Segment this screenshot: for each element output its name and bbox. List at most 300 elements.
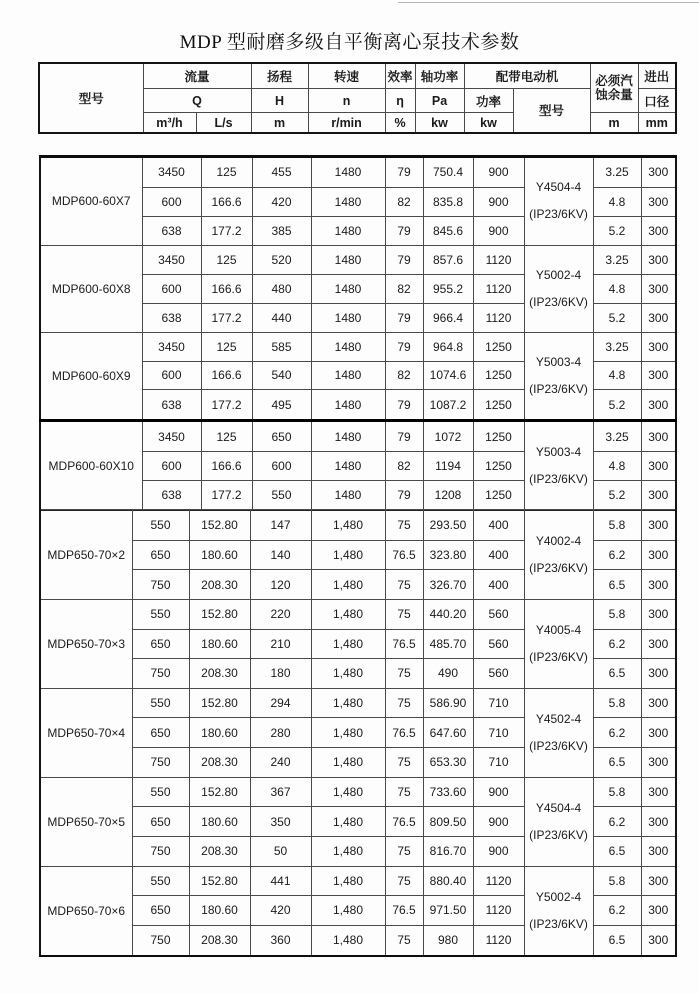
port-cell: 300 [641,570,676,600]
npsh-cell: 6.2 [593,807,641,837]
header-shaft-power: 轴功率 [415,63,464,88]
flow-m3h-cell: 550 [132,688,189,718]
motor-power-cell: 710 [473,748,524,778]
flow-m3h-cell: 3450 [142,245,201,274]
port-cell: 300 [641,807,676,837]
header-head: 扬程 [251,63,308,88]
flow-ls-cell: 180.60 [189,896,250,926]
motor-power-cell: 900 [473,777,524,807]
motor-power-cell: 900 [473,807,524,837]
header-motor: 配带电动机 [464,63,590,88]
efficiency-cell: 75 [385,925,423,956]
motor-power-cell: 900 [473,836,524,866]
header-head-unit: m [251,113,308,133]
flow-m3h-cell: 600 [142,274,201,303]
npsh-cell: 5.2 [593,216,641,245]
header-port-line2: 口径 [638,88,676,113]
header-speed-symbol: n [308,88,385,113]
port-cell: 300 [641,718,676,748]
efficiency-cell: 75 [385,688,423,718]
header-npsh-unit: m [590,113,638,133]
npsh-cell: 5.8 [593,777,641,807]
motor-power-cell: 1120 [473,925,524,956]
shaft-power-cell: 971.50 [423,896,473,926]
npsh-cell: 6.2 [593,540,641,570]
flow-ls-cell: 177.2 [201,390,252,421]
header-flow-unit-m3h: m³/h [143,113,196,133]
header-motor-model: 型号 [513,88,590,133]
head-cell: 360 [250,925,311,956]
header-speed-unit: r/min [308,113,385,133]
motor-model-name: Y4002-4 [535,533,582,548]
flow-m3h-cell: 3450 [142,332,201,361]
npsh-cell: 5.8 [593,866,641,896]
head-cell: 385 [252,216,311,245]
pump-model-cell: MDP650-70×2 [40,511,132,600]
npsh-cell: 5.8 [593,511,641,541]
motor-power-cell: 710 [473,688,524,718]
npsh-cell: 3.25 [593,332,641,361]
npsh-cell: 5.2 [593,303,641,332]
flow-ls-cell: 166.6 [201,187,252,216]
motor-power-cell: 400 [473,511,524,541]
port-cell: 300 [641,511,676,541]
motor-protection-rating: (IP23/6KV) [529,738,588,753]
port-cell: 300 [641,540,676,570]
head-cell: 147 [250,511,311,541]
speed-cell: 1,480 [311,570,385,600]
motor-protection-rating: (IP23/6KV) [529,381,588,396]
port-cell: 300 [641,274,676,303]
flow-m3h-cell: 638 [142,390,201,421]
flow-m3h-cell: 600 [142,187,201,216]
header-head-symbol: H [251,88,308,113]
efficiency-cell: 76.5 [385,540,423,570]
motor-model-name: Y5002-4 [535,889,582,904]
npsh-cell: 6.5 [593,748,641,778]
shaft-power-cell: 733.60 [423,777,473,807]
speed-cell: 1,480 [311,718,385,748]
head-cell: 585 [252,332,311,361]
port-cell: 300 [641,480,676,509]
flow-ls-cell: 208.30 [189,659,250,689]
efficiency-cell: 79 [385,332,423,361]
motor-power-cell: 560 [473,629,524,659]
head-cell: 280 [250,718,311,748]
shaft-power-cell: 1208 [423,480,473,509]
shaft-power-cell: 1087.2 [423,390,473,421]
port-cell: 300 [641,187,676,216]
efficiency-cell: 79 [385,390,423,421]
shaft-power-cell: 647.60 [423,718,473,748]
motor-protection-rating: (IP23/6KV) [529,207,588,222]
motor-model-name: Y4504-4 [535,180,582,195]
efficiency-cell: 79 [385,157,423,188]
flow-m3h-cell: 3450 [142,421,201,452]
head-cell: 441 [250,866,311,896]
port-cell: 300 [641,629,676,659]
npsh-cell: 6.5 [593,836,641,866]
efficiency-cell: 75 [385,748,423,778]
port-cell: 300 [641,777,676,807]
port-cell: 300 [641,303,676,332]
efficiency-cell: 76.5 [385,807,423,837]
npsh-cell: 6.5 [593,570,641,600]
motor-model-name: Y4005-4 [535,622,582,637]
shaft-power-cell: 857.6 [423,245,473,274]
pump-model-cell: MDP600-60X8 [40,245,142,332]
flow-m3h-cell: 750 [132,570,189,600]
head-cell: 420 [252,187,311,216]
npsh-cell: 4.8 [593,361,641,390]
motor-protection-rating: (IP23/6KV) [529,827,588,842]
shaft-power-cell: 1074.6 [423,361,473,390]
flow-m3h-cell: 600 [142,361,201,390]
speed-cell: 1,480 [311,511,385,541]
shaft-power-cell: 880.40 [423,866,473,896]
npsh-cell: 6.2 [593,718,641,748]
shaft-power-cell: 326.70 [423,570,473,600]
speed-cell: 1,480 [311,599,385,629]
shaft-power-cell: 964.8 [423,332,473,361]
shaft-power-cell: 835.8 [423,187,473,216]
motor-protection-rating: (IP23/6KV) [529,471,588,486]
speed-cell: 1,480 [311,777,385,807]
shaft-power-cell: 485.70 [423,629,473,659]
port-cell: 300 [641,599,676,629]
table-row [40,157,676,188]
speed-cell: 1,480 [311,836,385,866]
npsh-cell: 6.5 [593,925,641,956]
motor-protection-rating: (IP23/6KV) [529,649,588,664]
pump-model-cell: MDP650-70×6 [40,866,132,956]
flow-ls-cell: 177.2 [201,303,252,332]
flow-m3h-cell: 750 [132,836,189,866]
flow-m3h-cell: 650 [132,718,189,748]
speed-cell: 1,480 [311,807,385,837]
motor-model-cell [524,332,593,421]
speed-cell: 1480 [311,274,385,303]
motor-power-cell: 1120 [473,896,524,926]
pump-model-cell: MDP600-60X9 [40,332,142,421]
shaft-power-cell: 845.6 [423,216,473,245]
shaft-power-cell: 1072 [423,421,473,452]
motor-model-cell [524,777,593,866]
efficiency-cell: 76.5 [385,896,423,926]
table-row [40,332,676,361]
speed-cell: 1480 [311,187,385,216]
header-efficiency-symbol: η [385,88,415,113]
head-cell: 350 [250,807,311,837]
table-row [40,599,676,629]
port-cell: 300 [641,896,676,926]
flow-m3h-cell: 3450 [142,157,201,188]
flow-m3h-cell: 638 [142,216,201,245]
shaft-power-cell: 293.50 [423,511,473,541]
flow-ls-cell: 208.30 [189,570,250,600]
flow-m3h-cell: 600 [142,452,201,481]
motor-power-cell: 1250 [473,361,524,390]
header-motor-power: 功率 [464,88,513,113]
flow-m3h-cell: 550 [132,511,189,541]
port-cell: 300 [641,452,676,481]
efficiency-cell: 82 [385,361,423,390]
page-title: MDP 型耐磨多级自平衡离心泵技术参数 [179,32,520,53]
motor-power-cell: 1250 [473,390,524,421]
flow-ls-cell: 177.2 [201,480,252,509]
head-cell: 120 [250,570,311,600]
flow-ls-cell: 152.80 [189,599,250,629]
shaft-power-cell: 809.50 [423,807,473,837]
header-motor-power-unit: kw [464,113,513,133]
port-cell: 300 [641,688,676,718]
header-port-line1: 进出 [638,63,676,88]
head-cell: 140 [250,540,311,570]
port-cell: 300 [641,421,676,452]
efficiency-cell: 75 [385,570,423,600]
flow-ls-cell: 125 [201,245,252,274]
header-port-unit: mm [638,113,676,133]
motor-power-cell: 900 [473,157,524,188]
table-row [40,421,676,452]
flow-ls-cell: 152.80 [189,866,250,896]
motor-power-cell: 400 [473,540,524,570]
flow-ls-cell: 125 [201,157,252,188]
header-npsh [590,63,638,113]
motor-model-name: Y5002-4 [535,267,582,282]
flow-ls-cell: 152.80 [189,511,250,541]
head-cell: 294 [250,688,311,718]
speed-cell: 1480 [311,480,385,509]
motor-protection-rating: (IP23/6KV) [529,560,588,575]
motor-model-name: Y4502-4 [535,711,582,726]
spec-header-table [38,62,677,134]
motor-model-cell [524,157,593,246]
efficiency-cell: 79 [385,245,423,274]
header-efficiency-unit: % [385,113,415,133]
efficiency-cell: 82 [385,187,423,216]
head-cell: 420 [250,896,311,926]
flow-m3h-cell: 638 [142,303,201,332]
motor-protection-rating: (IP23/6KV) [529,294,588,309]
shaft-power-cell: 955.2 [423,274,473,303]
npsh-cell: 3.25 [593,157,641,188]
speed-cell: 1480 [311,245,385,274]
motor-model-name: Y5003-4 [535,354,582,369]
motor-power-cell: 900 [473,216,524,245]
motor-power-cell: 1120 [473,303,524,332]
table-row [40,688,676,718]
head-cell: 495 [252,390,311,421]
flow-m3h-cell: 650 [132,807,189,837]
header-speed: 转速 [308,63,385,88]
head-cell: 540 [252,361,311,390]
head-cell: 240 [250,748,311,778]
motor-power-cell: 900 [473,187,524,216]
speed-cell: 1,480 [311,748,385,778]
motor-model-cell [524,599,593,688]
flow-ls-cell: 152.80 [189,688,250,718]
efficiency-cell: 79 [385,303,423,332]
flow-ls-cell: 125 [201,332,252,361]
speed-cell: 1,480 [311,896,385,926]
speed-cell: 1,480 [311,688,385,718]
pump-model-cell: MDP600-60X7 [40,157,142,246]
npsh-cell: 5.2 [593,390,641,421]
efficiency-cell: 76.5 [385,718,423,748]
efficiency-cell: 79 [385,480,423,509]
port-cell: 300 [641,245,676,274]
flow-m3h-cell: 550 [132,777,189,807]
shaft-power-cell: 1194 [423,452,473,481]
port-cell: 300 [641,748,676,778]
speed-cell: 1,480 [311,540,385,570]
motor-power-cell: 560 [473,599,524,629]
motor-model-cell [524,245,593,332]
motor-model-cell [524,866,593,956]
npsh-cell: 5.8 [593,688,641,718]
motor-power-cell: 400 [473,570,524,600]
flow-ls-cell: 208.30 [189,925,250,956]
pump-model-cell: MDP650-70×5 [40,777,132,866]
speed-cell: 1480 [311,390,385,421]
speed-cell: 1480 [311,303,385,332]
shaft-power-cell: 586.90 [423,688,473,718]
pump-model-cell: MDP650-70×4 [40,688,132,777]
shaft-power-cell: 966.4 [423,303,473,332]
flow-ls-cell: 125 [201,421,252,452]
speed-cell: 1,480 [311,629,385,659]
motor-power-cell: 1120 [473,866,524,896]
port-cell: 300 [641,836,676,866]
shaft-power-cell: 653.30 [423,748,473,778]
header-npsh-line2: 蚀余量 [595,88,633,103]
motor-protection-rating: (IP23/6KV) [529,916,588,931]
npsh-cell: 6.2 [593,896,641,926]
head-cell: 550 [252,480,311,509]
page-top-rule [398,2,699,3]
speed-cell: 1480 [311,216,385,245]
efficiency-cell: 75 [385,659,423,689]
motor-model-cell [524,511,593,600]
head-cell: 50 [250,836,311,866]
table-row [40,866,676,896]
pump-model-cell: MDP650-70×3 [40,599,132,688]
header-shaft-power-unit: kw [415,113,464,133]
head-cell: 455 [252,157,311,188]
head-cell: 220 [250,599,311,629]
pump-model-cell: MDP600-60X10 [40,421,142,510]
flow-m3h-cell: 750 [132,659,189,689]
shaft-power-cell: 980 [423,925,473,956]
flow-ls-cell: 180.60 [189,807,250,837]
efficiency-cell: 82 [385,274,423,303]
flow-m3h-cell: 650 [132,629,189,659]
header-shaft-power-symbol: Pa [415,88,464,113]
efficiency-cell: 75 [385,777,423,807]
motor-model-name: Y4504-4 [535,800,582,815]
flow-ls-cell: 208.30 [189,836,250,866]
flow-ls-cell: 177.2 [201,216,252,245]
efficiency-cell: 75 [385,866,423,896]
shaft-power-cell: 490 [423,659,473,689]
port-cell: 300 [641,390,676,421]
head-cell: 180 [250,659,311,689]
efficiency-cell: 75 [385,599,423,629]
head-cell: 367 [250,777,311,807]
flow-ls-cell: 166.6 [201,452,252,481]
port-cell: 300 [641,925,676,956]
motor-power-cell: 1120 [473,245,524,274]
flow-m3h-cell: 550 [132,866,189,896]
motor-power-cell: 560 [473,659,524,689]
flow-ls-cell: 166.6 [201,361,252,390]
table-row [40,245,676,274]
head-cell: 440 [252,303,311,332]
flow-ls-cell: 180.60 [189,540,250,570]
npsh-cell: 5.2 [593,480,641,509]
head-cell: 480 [252,274,311,303]
npsh-cell: 4.8 [593,274,641,303]
table-row [40,511,676,541]
efficiency-cell: 75 [385,836,423,866]
efficiency-cell: 79 [385,216,423,245]
npsh-cell: 6.5 [593,659,641,689]
header-npsh-line1: 必须汽 [595,74,633,89]
speed-cell: 1,480 [311,659,385,689]
flow-m3h-cell: 650 [132,896,189,926]
npsh-cell: 3.25 [593,245,641,274]
speed-cell: 1,480 [311,925,385,956]
flow-m3h-cell: 650 [132,540,189,570]
port-cell: 300 [641,866,676,896]
motor-power-cell: 1250 [473,421,524,452]
shaft-power-cell: 816.70 [423,836,473,866]
speed-cell: 1480 [311,361,385,390]
flow-m3h-cell: 550 [132,599,189,629]
flow-m3h-cell: 750 [132,925,189,956]
header-model: 型号 [39,63,143,133]
motor-power-cell: 710 [473,718,524,748]
shaft-power-cell: 750.4 [423,157,473,188]
shaft-power-cell: 323.80 [423,540,473,570]
head-cell: 520 [252,245,311,274]
npsh-cell: 6.2 [593,629,641,659]
npsh-cell: 4.8 [593,187,641,216]
motor-power-cell: 1250 [473,452,524,481]
head-cell: 600 [252,452,311,481]
efficiency-cell: 76.5 [385,629,423,659]
flow-ls-cell: 180.60 [189,718,250,748]
speed-cell: 1480 [311,332,385,361]
head-cell: 210 [250,629,311,659]
motor-model-cell [524,421,593,510]
header-flow-symbol: Q [143,88,251,113]
port-cell: 300 [641,332,676,361]
speed-cell: 1480 [311,157,385,188]
motor-model-name: Y5003-4 [535,444,582,459]
speed-cell: 1,480 [311,866,385,896]
speed-cell: 1480 [311,421,385,452]
shaft-power-cell: 440.20 [423,599,473,629]
flow-ls-cell: 152.80 [189,777,250,807]
npsh-cell: 4.8 [593,452,641,481]
motor-power-cell: 1250 [473,332,524,361]
efficiency-cell: 79 [385,421,423,452]
spec-body-table-650 [39,510,677,957]
npsh-cell: 3.25 [593,421,641,452]
motor-power-cell: 1120 [473,274,524,303]
